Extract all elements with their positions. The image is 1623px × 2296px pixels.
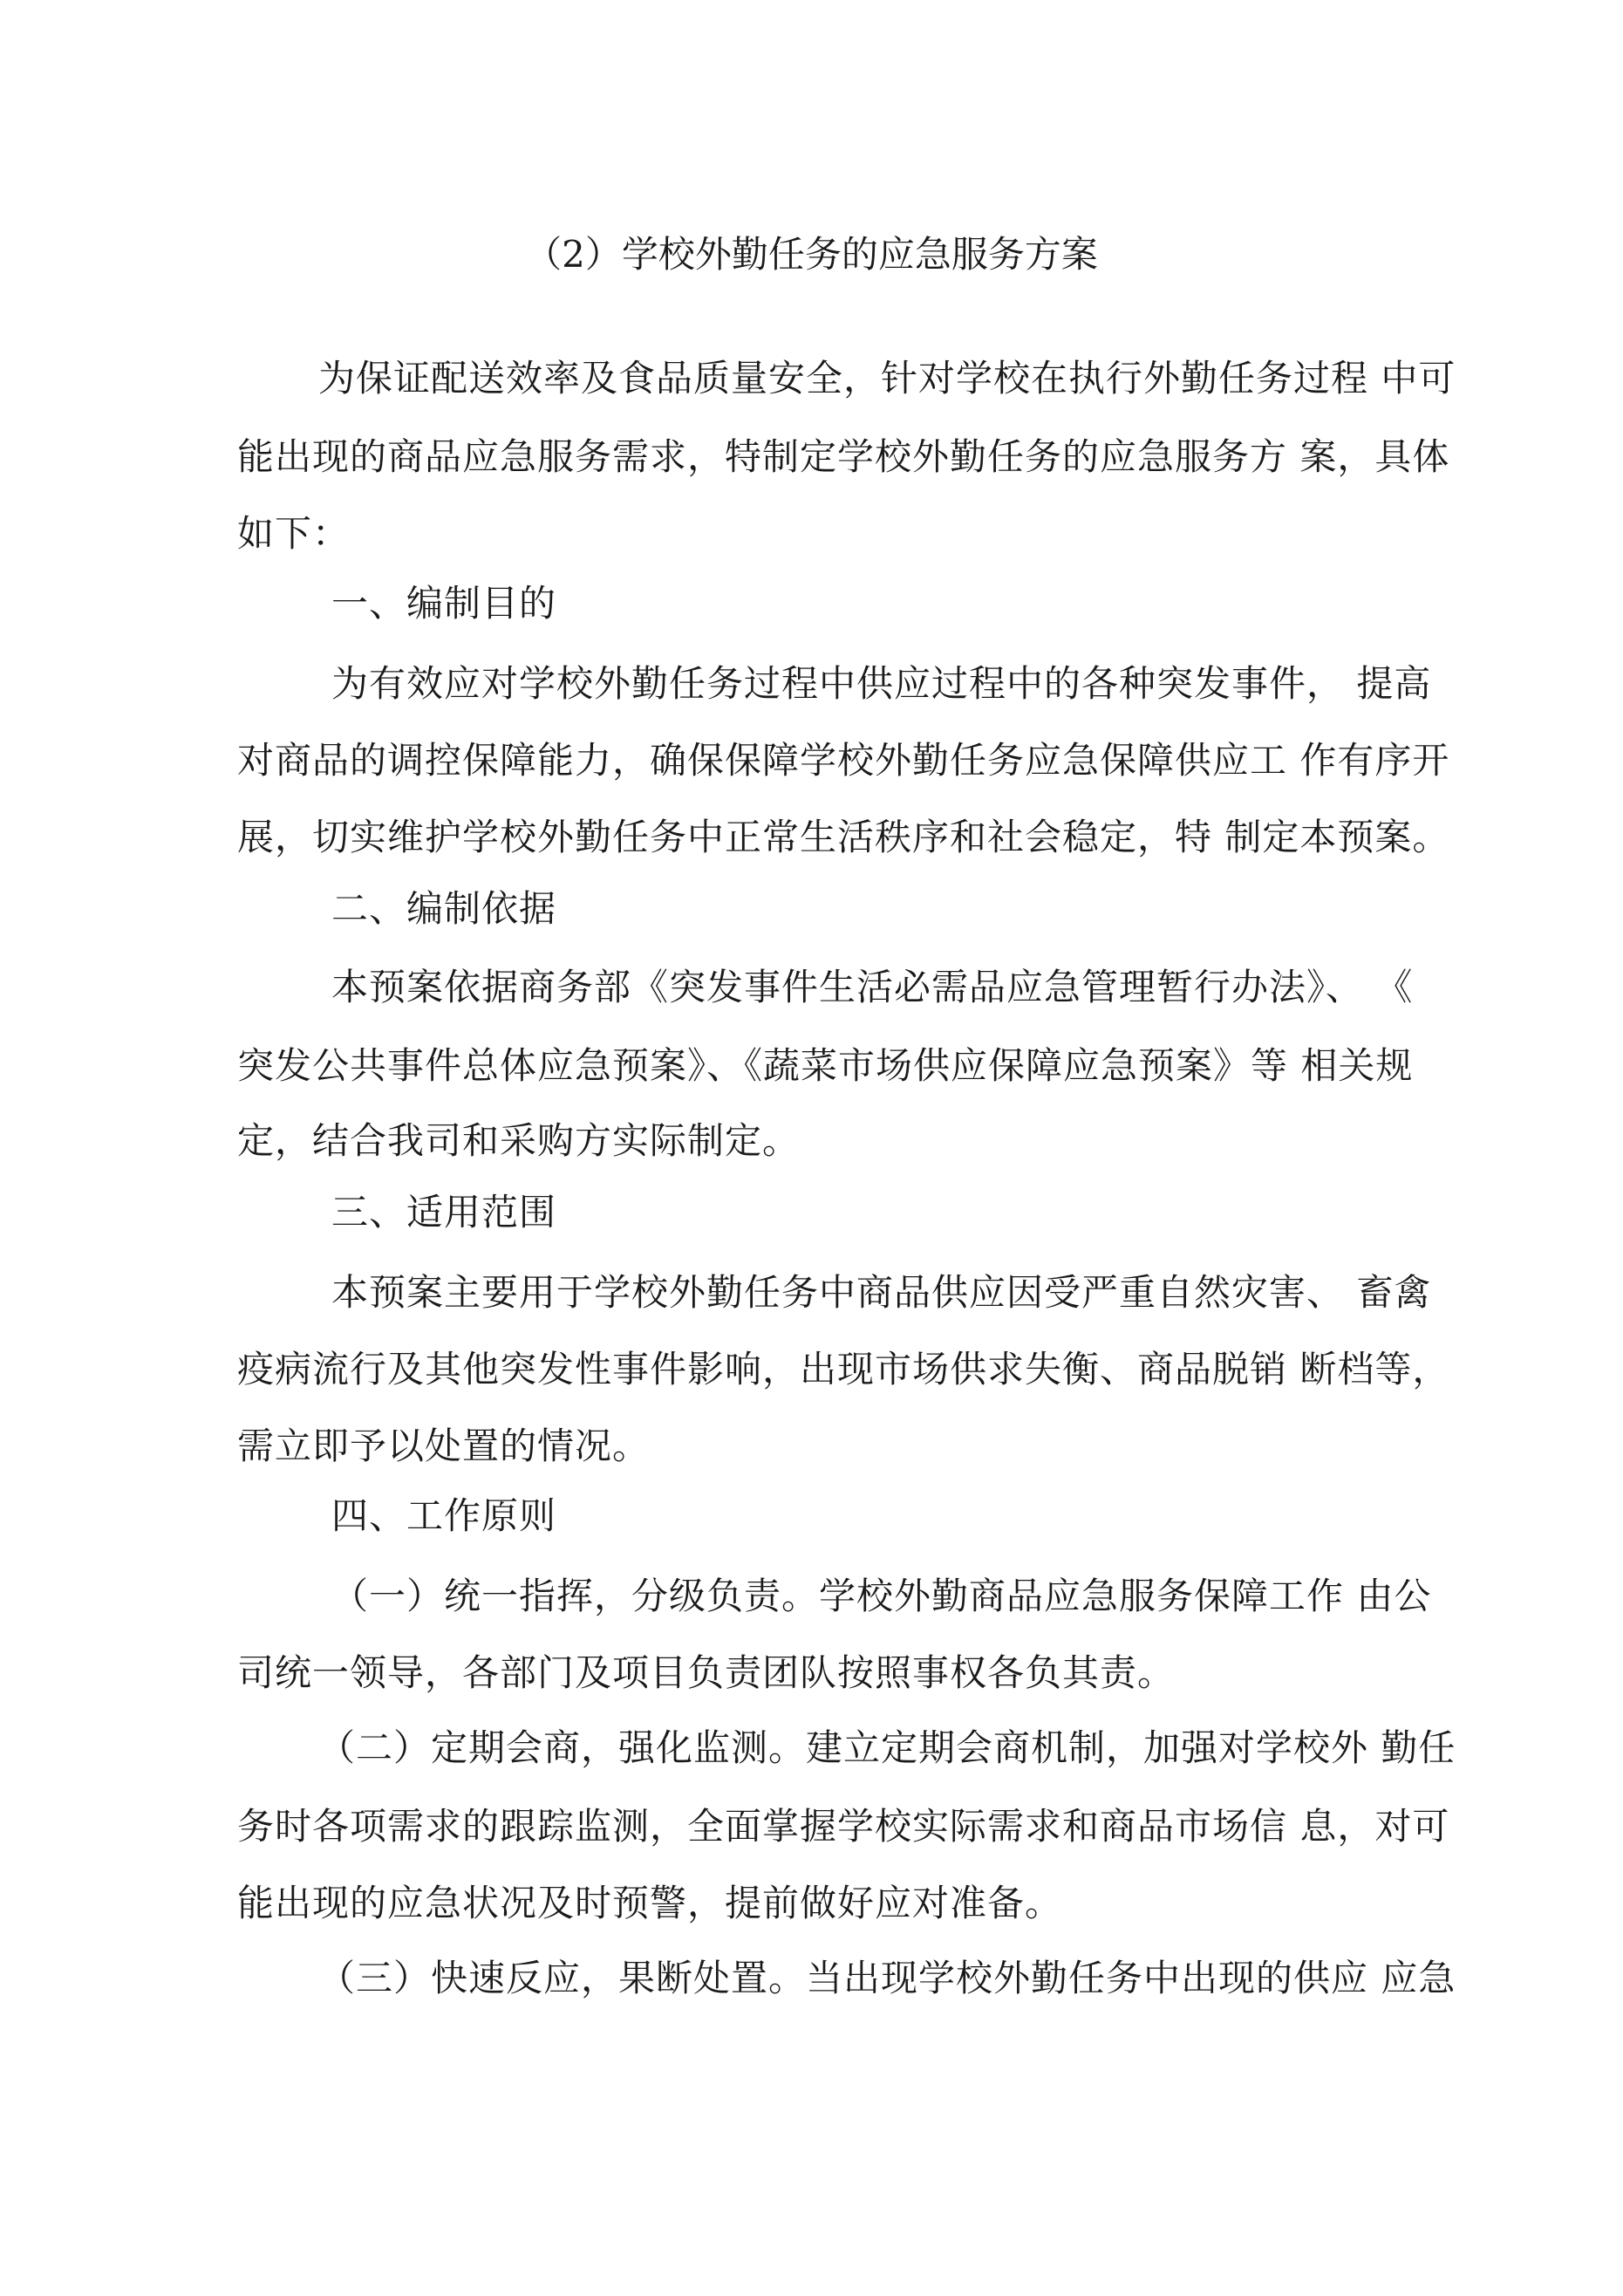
paragraph-line: 能出现的商品应急服务需求，特制定学校外勤任务的应急服务方 案，具体	[237, 435, 1450, 478]
section-heading: 四、工作原则	[331, 1494, 557, 1537]
paragraph-line: 务时各项需求的跟踪监测，全面掌握学校实际需求和商品市场信 息，对可	[237, 1805, 1450, 1848]
paragraph-line: （二）定期会商，强化监测。建立定期会商机制，加强对学校外 勤任	[318, 1726, 1456, 1769]
paragraph-line: 展，切实维护学校外勤任务中正常生活秩序和社会稳定，特 制定本预案。	[237, 816, 1450, 858]
page-title: （2）学校外勤任务的应急服务方案	[525, 233, 1098, 276]
section-heading: 三、适用范围	[331, 1191, 557, 1233]
paragraph-line: 需立即予以处置的情况。	[237, 1425, 651, 1467]
paragraph-line: 突发公共事件总体应急预案》、《蔬菜市场供应保障应急预案》等 相关规	[237, 1044, 1414, 1087]
paragraph-line: 对商品的调控保障能力，确保保障学校外勤任务应急保障供应工 作有序开	[237, 739, 1450, 782]
paragraph-line: 疫病流行及其他突发性事件影响，出现市场供求失衡、商品脱销 断档等，	[237, 1348, 1450, 1391]
paragraph-line: 为保证配送效率及食品质量安全，针对学校在执行外勤任务过程 中可	[318, 357, 1456, 400]
paragraph-line: 为有效应对学校外勤任务过程中供应过程中的各种突发事件， 提高	[331, 662, 1432, 705]
paragraph-line: 本预案依据商务部《突发事件生活必需品应急管理暂行办法》、 《	[331, 966, 1414, 1008]
paragraph-line: 如下：	[237, 512, 351, 555]
paragraph-line: 司统一领导，各部门及项目负责团队按照事权各负其责。	[237, 1651, 1176, 1694]
section-heading: 二、编制依据	[331, 887, 557, 930]
paragraph-line: 定，结合我司和采购方实际制定。	[237, 1119, 801, 1162]
paragraph-line: 能出现的应急状况及时预警，提前做好应对准备。	[237, 1882, 1063, 1924]
paragraph-line: （三）快速反应，果断处置。当出现学校外勤任务中出现的供应 应急	[318, 1957, 1456, 1999]
paragraph-line: 本预案主要用于学校外勤任务中商品供应因受严重自然灾害、 畜禽	[331, 1271, 1432, 1314]
paragraph-line: （一）统一指挥，分级负责。学校外勤商品应急服务保障工作 由公	[331, 1575, 1432, 1617]
section-heading: 一、编制目的	[331, 582, 557, 625]
